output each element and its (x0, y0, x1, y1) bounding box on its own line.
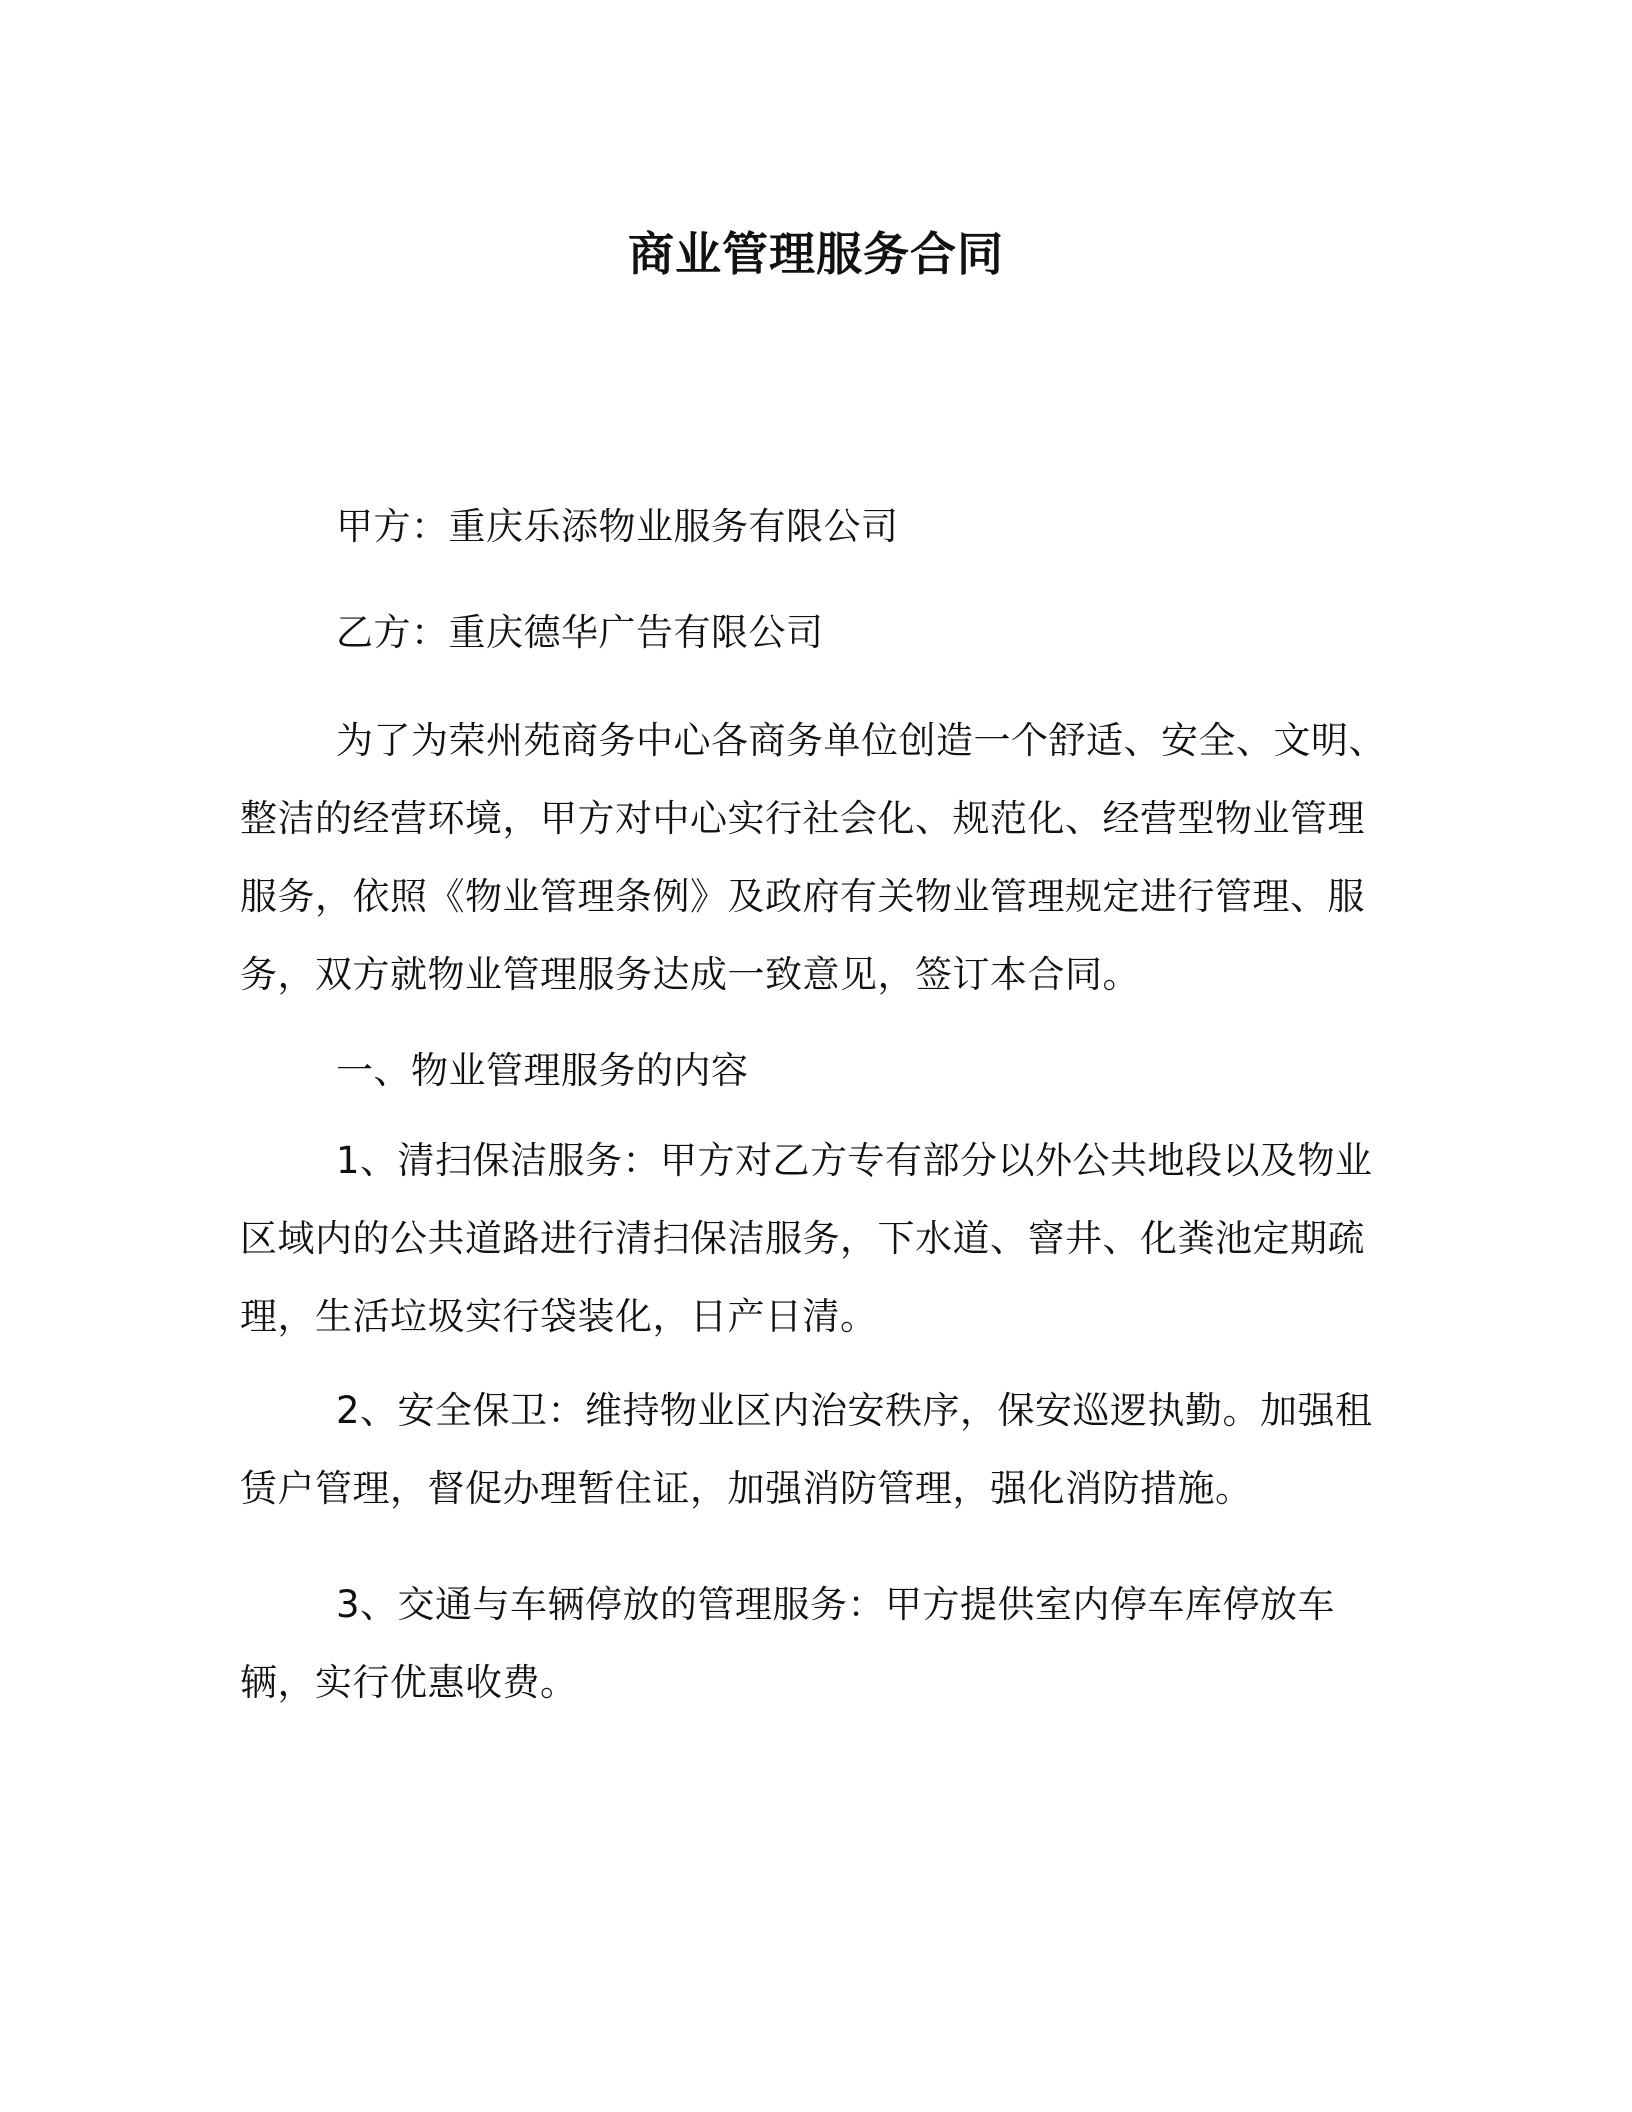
section-heading: 一、物业管理服务的内容 (336, 1049, 749, 1092)
party-b: 乙方：重庆德华广告有限公司 (336, 611, 824, 654)
party-a: 甲方：重庆乐添物业服务有限公司 (336, 505, 899, 548)
list-item: 2、安全保卫：维持物业区内治安秩序，保安巡逻执勤。加强租赁户管理，督促办理暂住证，加强消防管理，强化消防措施。 (240, 1389, 1373, 1510)
list-item: 1、清扫保洁服务：甲方对乙方专有部分以外公共地段以及物业区域内的公共道路进行清扫保洁服务，下水道、窨井、化粪池定期疏理，生活垃圾实行袋装化，日产日清。 (240, 1139, 1373, 1338)
intro-paragraph: 为了为荣州苑商务中心各商务单位创造一个舒适、安全、文明、整洁的经营环境，甲方对中心实行社会化、规范化、经营型物业管理服务，依照《物业管理条例》及政府有关物业管理规定进行管理、服务，双方就物业管理服务达成一致意见，签订本合同。 (240, 719, 1386, 996)
document-title: 商业管理服务合同 (628, 227, 1004, 281)
list-item: 3、交通与车辆停放的管理服务：甲方提供室内停车库停放车辆，实行优惠收费。 (240, 1583, 1336, 1704)
